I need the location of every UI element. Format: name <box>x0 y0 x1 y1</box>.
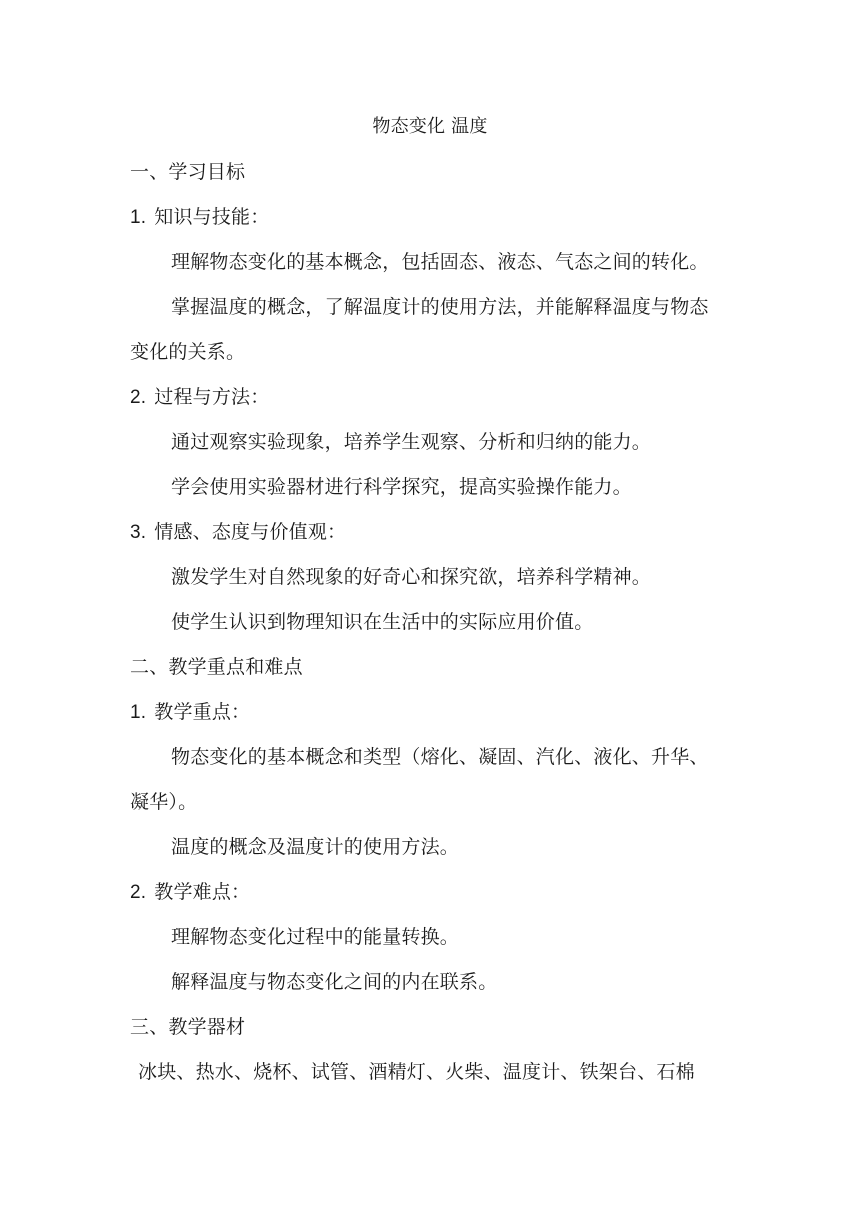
section-heading-key-points: 二、教学重点和难点 <box>130 656 303 678</box>
paragraph-line: 凝华）。 <box>130 791 198 813</box>
paragraph-line: 掌握温度的概念，了解温度计的使用方法，并能解释温度与物态 <box>171 296 709 318</box>
document-title: 物态变化 温度 <box>372 116 488 137</box>
subheading-teaching-focus <box>130 700 250 725</box>
subheading-label: 教学重点： <box>154 701 251 723</box>
subheading-number: 3. <box>130 522 147 543</box>
subheading-number: 1. <box>130 702 147 723</box>
paragraph-line: 理解物态变化过程中的能量转换。 <box>171 926 460 948</box>
subheading-number: 2. <box>130 387 147 408</box>
paragraph-line: 通过观察实验现象，培养学生观察、分析和归纳的能力。 <box>171 431 652 453</box>
subheading-label: 情感、态度与价值观： <box>154 521 347 543</box>
subheading-label: 过程与方法： <box>154 386 270 408</box>
subheading-knowledge-skills <box>130 205 269 230</box>
subheading-emotion-values <box>130 520 346 545</box>
paragraph-line: 物态变化的基本概念和类型（熔化、凝固、汽化、液化、升华、 <box>171 746 709 768</box>
section-heading-equipment: 三、教学器材 <box>130 1016 246 1038</box>
paragraph-line: 使学生认识到物理知识在生活中的实际应用价值。 <box>171 611 594 633</box>
section-heading-objectives: 一、学习目标 <box>130 161 246 183</box>
paragraph-line: 学会使用实验器材进行科学探究，提高实验操作能力。 <box>171 476 632 498</box>
subheading-label: 知识与技能： <box>154 206 270 228</box>
subheading-number: 1. <box>130 207 147 228</box>
paragraph-line: 理解物态变化的基本概念，包括固态、液态、气态之间的转化。 <box>171 251 709 273</box>
subheading-process-methods <box>130 385 269 410</box>
paragraph-line: 变化的关系。 <box>130 341 246 363</box>
subheading-number: 2. <box>130 882 147 903</box>
subheading-teaching-difficulty <box>130 880 250 905</box>
paragraph-line: 解释温度与物态变化之间的内在联系。 <box>171 971 498 993</box>
subheading-label: 教学难点： <box>154 881 251 903</box>
paragraph-line: 温度的概念及温度计的使用方法。 <box>171 836 460 858</box>
paragraph-line: 激发学生对自然现象的好奇心和探究欲，培养科学精神。 <box>171 566 652 588</box>
paragraph-line: 冰块、热水、烧杯、试管、酒精灯、火柴、温度计、铁架台、石棉 <box>138 1061 695 1083</box>
